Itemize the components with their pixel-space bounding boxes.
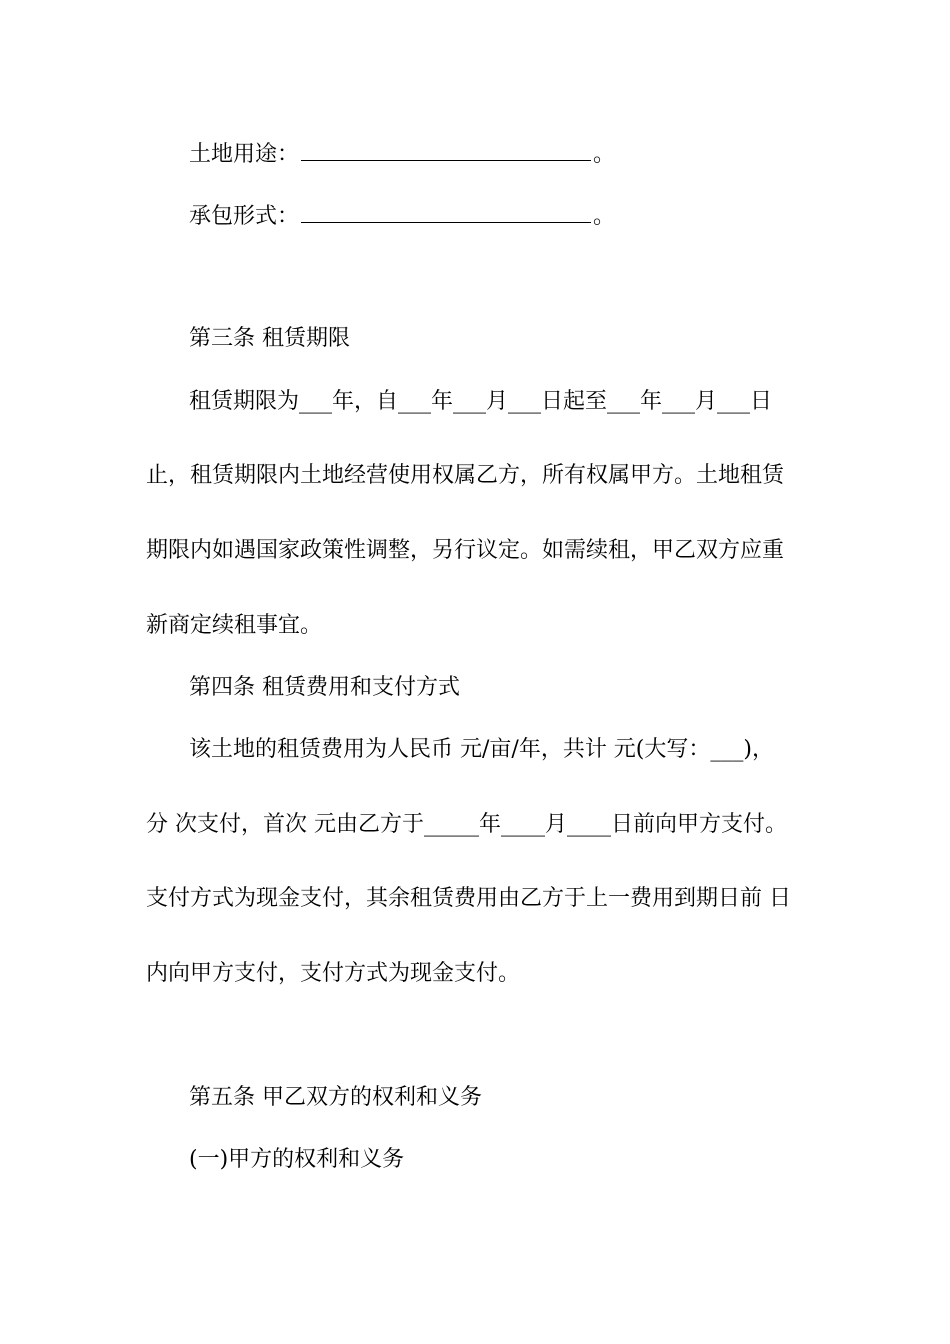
article3-line4: 新商定续租事宜。 <box>146 613 323 638</box>
article4-line4: 内向甲方支付，支付方式为现金支付。 <box>146 961 521 986</box>
article5-heading: 第五条 甲乙双方的权利和义务 <box>189 1085 482 1110</box>
article4-line3: 支付方式为现金支付，其余租赁费用由乙方于上一费用到期日前 日 <box>146 886 791 911</box>
contract-form-label: 承包形式： <box>189 204 300 229</box>
article3-line2: 止，租赁期限内土地经营使用权属乙方，所有权属甲方。土地租赁 <box>146 463 785 488</box>
article5-sub1: (一)甲方的权利和义务 <box>189 1147 405 1172</box>
article4-line2: 分 次支付，首次 元由乙方于_____年____月____日前向甲方支付。 <box>146 812 787 837</box>
article4-heading: 第四条 租赁费用和支付方式 <box>189 675 460 700</box>
contract-form-end: 。 <box>593 204 616 229</box>
land-use-end: 。 <box>593 142 616 167</box>
article3-line3: 期限内如遇国家政策性调整，另行议定。如需续租，甲乙双方应重 <box>146 538 785 563</box>
land-use-label: 土地用途： <box>189 142 300 167</box>
article3-line1: 租赁期限为___年，自___年___月___日起至___年___月___日 <box>189 389 773 414</box>
contract-form-row <box>0 200 950 232</box>
contract-form-blank <box>301 200 591 223</box>
article3-heading: 第三条 租赁期限 <box>189 326 350 351</box>
land-use-blank <box>301 138 591 161</box>
land-use-row <box>0 138 950 170</box>
article4-line1: 该土地的租赁费用为人民币 元/亩/年，共计 元(大写：___)， <box>189 737 774 762</box>
